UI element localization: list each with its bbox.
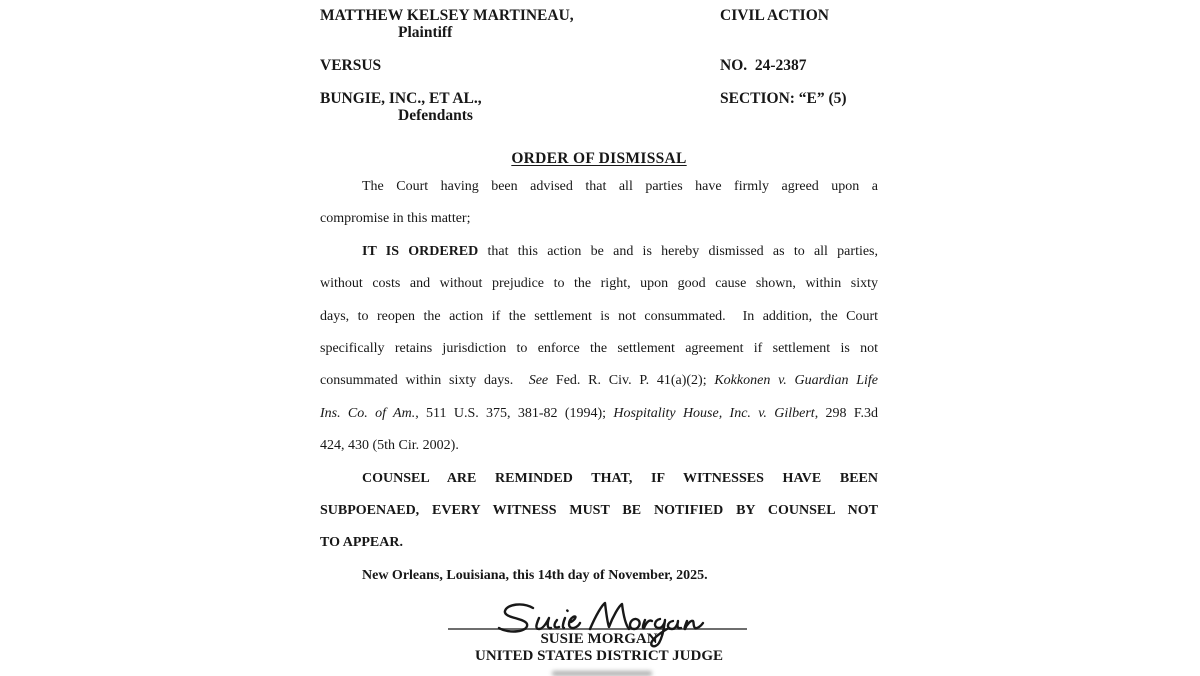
order-line: [320, 560, 878, 592]
text-run: SUBPOENAED, EVERY WITNESS MUST BE NOTIFIED BY COUNSEL NOT: [320, 503, 878, 519]
order-line: [320, 171, 878, 203]
text-run: New Orleans, Louisiana, this 14th day of November, 2025.: [362, 567, 708, 583]
text-run: IT IS ORDERED: [362, 243, 479, 259]
caption-left-plaintiff: [320, 7, 720, 41]
text-run: Ins. Co. of Am.: [320, 405, 416, 421]
order-line: [320, 398, 878, 430]
case-number: NO. 24-2387: [720, 57, 807, 74]
order-line: [320, 268, 878, 300]
plaintiff-name: MATTHEW KELSEY MARTINEAU,: [320, 7, 574, 24]
order-title: ORDER OF DISMISSAL: [511, 150, 687, 167]
caption-left-versus: [320, 57, 720, 74]
paragraph: [320, 236, 878, 463]
text-run: specifically retains jurisdiction to enforce the settlement agreement if settlement is not: [320, 341, 878, 357]
text-run: , 298 F.3d: [814, 405, 878, 421]
order-body: [320, 171, 878, 592]
order-line: [320, 527, 878, 559]
order-line: [320, 301, 878, 333]
text-run: The Court having been advised that all parties have firmly agreed upon a: [362, 179, 878, 194]
text-run: without costs and without prejudice to the right, upon good cause shown, within sixty: [320, 276, 878, 292]
civil-action-label: CIVIL ACTION: [720, 7, 829, 24]
caption-row-versus: [320, 57, 878, 74]
order-title-row: [320, 150, 878, 167]
caption-right-section: [720, 90, 878, 124]
order-line: [320, 236, 878, 268]
judge-title: UNITED STATES DISTRICT JUDGE: [475, 648, 723, 664]
caption-left-defendant: [320, 90, 720, 124]
order-line: [320, 333, 878, 365]
caption-right-case-number: [720, 57, 878, 74]
text-run: Fed. R. Civ. P. 41(a)(2);: [548, 373, 715, 389]
signature-script-icon: [494, 600, 706, 652]
caption-row-defendants: [320, 90, 878, 124]
defendant-name: BUNGIE, INC., ET AL.,: [320, 90, 482, 107]
caption-right-civil-action: [720, 7, 878, 41]
judge-name: SUSIE MORGAN: [540, 631, 658, 647]
order-line: [320, 463, 878, 495]
page-bottom-smudge: [552, 671, 652, 676]
text-run: Kokkonen v. Guardian Life: [714, 373, 878, 389]
order-line: [320, 203, 878, 235]
section-label: SECTION: “E” (5): [720, 90, 847, 107]
text-run: See: [528, 373, 549, 389]
paragraph: [320, 463, 878, 560]
text-run: days, to reopen the action if the settlement is not consummated. In addition, the Court: [320, 308, 878, 324]
paragraph: [320, 171, 878, 236]
text-run: , 511 U.S. 375, 381-82 (1994);: [415, 405, 614, 421]
text-run: COUNSEL ARE REMINDED THAT, IF WITNESSES HAVE BEEN: [362, 470, 878, 486]
defendant-role-label: Defendants: [398, 107, 473, 124]
case-caption: [320, 0, 878, 124]
versus-label: VERSUS: [320, 57, 382, 74]
text-run: TO APPEAR.: [320, 535, 403, 551]
text-run: consummated within sixty days.: [320, 373, 529, 389]
text-run: that this action be and is hereby dismissed as to all parties,: [478, 243, 879, 259]
document-content: [320, 0, 878, 592]
text-run: 424, 430 (5th Cir. 2002).: [320, 438, 459, 454]
order-line: [320, 495, 878, 527]
text-run: compromise in this matter;: [320, 211, 471, 227]
order-line: [320, 430, 878, 462]
text-run: Hospitality House, Inc. v. Gilbert: [613, 405, 815, 421]
order-line: [320, 365, 878, 397]
paragraph: [320, 560, 878, 592]
caption-row-parties: [320, 7, 878, 41]
plaintiff-role-label: Plaintiff: [398, 24, 453, 41]
